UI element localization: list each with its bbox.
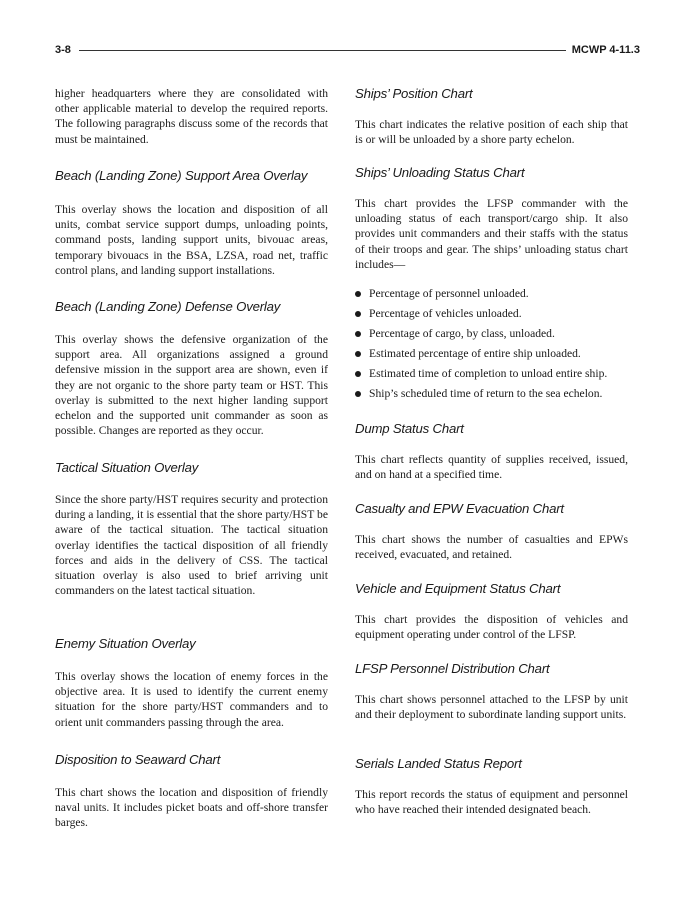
section-heading: Casualty and EPW Evacuation Chart (355, 501, 564, 516)
section-paragraph: This chart shows the number of casualties and EPWs received, evacuated, and retained. (355, 533, 628, 562)
section-heading: Beach (Landing Zone) Defense Overlay (55, 299, 281, 314)
section-heading: Enemy Situation Overlay (55, 636, 196, 651)
bullet-icon (355, 371, 361, 377)
bullet-item: Percentage of personnel unloaded. (355, 286, 645, 306)
section-paragraph: This chart provides the LFSP commander with the unloading status of each transport/cargo ship. It also provides unit commanders and their staffs with the status of their troops and gear. The ships’ unloading status chart includes— (355, 197, 628, 271)
header-rule (79, 50, 566, 51)
status-bullet-list (355, 286, 645, 406)
section-heading: Ships’ Position Chart (355, 86, 473, 101)
section-paragraph: This report records the status of equipment and personnel who have reached their intended designated beach. (355, 788, 628, 817)
section-heading: LFSP Personnel Distribution Chart (355, 661, 550, 676)
section-paragraph: This chart reflects quantity of supplies received, issued, and on hand at a specified time. (355, 453, 628, 482)
bullet-item: Estimated percentage of entire ship unloaded. (355, 346, 645, 366)
bullet-item: Ship’s scheduled time of return to the sea echelon. (355, 386, 645, 406)
section-heading: Beach (Landing Zone) Support Area Overlay (55, 168, 308, 183)
section-paragraph: This chart indicates the relative position of each ship that is or will be unloaded by a shore party echelon. (355, 118, 628, 147)
bullet-icon (355, 291, 361, 297)
page-number: 3-8 (55, 44, 71, 56)
section-heading: Serials Landed Status Report (355, 756, 522, 771)
section-paragraph: This overlay shows the location and disposition of all units, combat service support dumps, unloading points, command posts, landing support units, bivouac areas, temporary bivouacs in the BSA, LZSA, road net, traffic control plans, and landing support installations. (55, 203, 328, 277)
section-heading: Ships’ Unloading Status Chart (355, 165, 525, 180)
section-paragraph: This chart provides the disposition of vehicles and equipment operating under control of the LFSP. (355, 613, 628, 642)
bullet-item: Percentage of cargo, by class, unloaded. (355, 326, 645, 346)
section-paragraph: This chart shows the location and disposition of friendly naval units. It includes picket boats and off-shore transfer barges. (55, 786, 328, 830)
section-paragraph: This overlay shows the defensive organization of the support area. All organizations assigned a ground defensive mission in the support area are shown, even if they are not organic to the shore party team or HST. This overlay is submitted to the next higher landing support echelon and the supported unit commander as soon as possible. Changes are reported as they occur. (55, 333, 328, 438)
section-heading: Dump Status Chart (355, 421, 464, 436)
page-header (55, 43, 640, 57)
section-heading: Vehicle and Equipment Status Chart (355, 581, 561, 596)
document-id: MCWP 4-11.3 (571, 44, 640, 56)
section-paragraph: This overlay shows the location of enemy forces in the objective area. It is used to identify the current enemy situation for the shore party/HST commanders and to orient unit commanders passing through the area. (55, 670, 328, 729)
section-paragraph: Since the shore party/HST requires security and protection during a landing, it is essential that the shore party/HST be aware of the tactical situation. The tactical situation overlay identifies the tactical disposition of all friendly forces and aids in the delivery of CSS. The tactical situation overlay is also used to brief arriving unit commanders on the latest tactical situation. (55, 493, 328, 598)
bullet-item: Estimated time of completion to unload entire ship. (355, 366, 645, 386)
bullet-icon (355, 311, 361, 317)
bullet-item: Percentage of vehicles unloaded. (355, 306, 645, 326)
section-heading: Disposition to Seaward Chart (55, 752, 221, 767)
bullet-icon (355, 351, 361, 357)
bullet-icon (355, 391, 361, 397)
section-heading: Tactical Situation Overlay (55, 460, 199, 475)
intro-paragraph: higher headquarters where they are consolidated with other applicable material to develop the required reports. The following paragraphs discuss some of the records that must be maintained. (55, 87, 328, 146)
bullet-icon (355, 331, 361, 337)
section-paragraph: This chart shows personnel attached to the LFSP by unit and their deployment to subordinate landing support units. (355, 693, 628, 722)
